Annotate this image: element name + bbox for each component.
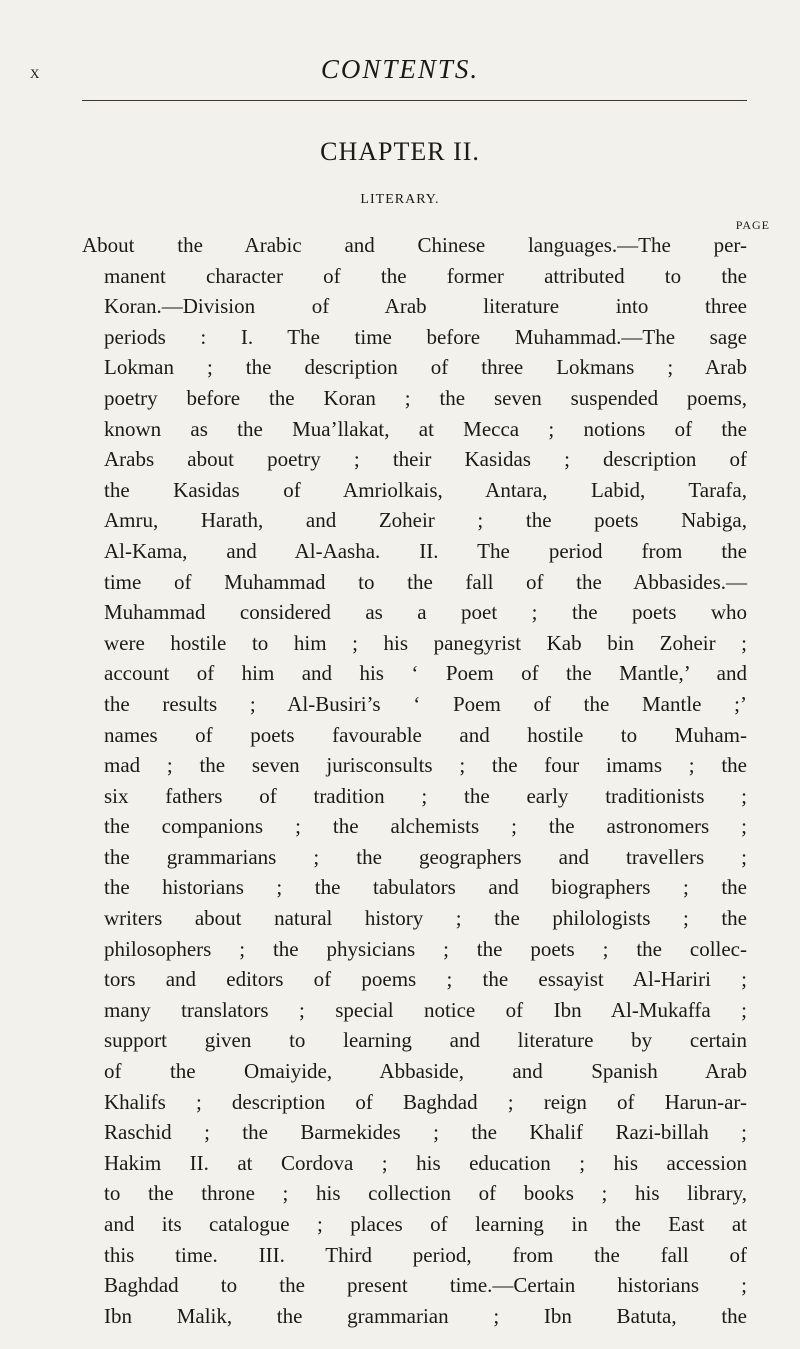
text-line: Raschid ; the Barmekides ; the Khalif Razi-billah ;	[104, 1120, 747, 1145]
text-line: known as the Mua’llakat, at Mecca ; notions of the	[104, 416, 747, 441]
text-line: names of poets favourable and hostile to Muham-	[104, 722, 747, 747]
text-line: Muhammad considered as a poet ; the poets who	[104, 600, 747, 625]
text-line: manent character of the former attributed to the	[104, 263, 747, 288]
text-line: of the Omaiyide, Abbaside, and Spanish Arab	[104, 1059, 747, 1084]
text-line: Baghdad to the present time.—Certain historians ;	[104, 1273, 747, 1298]
text-line: Ibn Malik, the grammarian ; Ibn Batuta, the	[104, 1303, 747, 1328]
text-line: Al-Kama, and Al-Aasha. II. The period from the	[104, 538, 747, 563]
page-column-label: PAGE	[735, 218, 770, 232]
text-line: poetry before the Koran ; the seven suspended poems,	[104, 385, 747, 410]
text-line: the Kasidas of Amriolkais, Antara, Labid, Tarafa,	[104, 477, 747, 502]
text-line: Lokman ; the description of three Lokmans ; Arab	[104, 355, 747, 380]
text-line: the grammarians ; the geographers and travellers ;	[104, 844, 747, 869]
text-line: Amru, Harath, and Zoheir ; the poets Nabiga,	[104, 508, 747, 533]
header-rule	[82, 100, 747, 101]
text-line: philosophers ; the physicians ; the poets ; the collec-	[104, 936, 747, 961]
text-line: account of him and his ‘ Poem of the Mantle,’ and	[104, 661, 747, 686]
text-line: time of Muhammad to the fall of the Abbasides.—	[104, 569, 747, 594]
section-title: LITERARY.	[360, 192, 440, 207]
text-line: the historians ; the tabulators and biographers ; the	[104, 875, 747, 900]
text-line: periods : I. The time before Muhammad.—The sage	[104, 324, 747, 349]
text-line: the results ; Al-Busiri’s ‘ Poem of the Mantle ;’	[104, 691, 747, 716]
text-line: Koran.—Division of Arab literature into three	[104, 294, 747, 319]
text-line: to the throne ; his collection of books ; his library,	[104, 1181, 747, 1206]
text-line: the companions ; the alchemists ; the astronomers ;	[104, 814, 747, 839]
text-line: and its catalogue ; places of learning in the East at	[104, 1212, 747, 1236]
text-line: were hostile to him ; his panegyrist Kab bin Zoheir ;	[104, 630, 747, 655]
text-line: writers about natural history ; the philologists ; the	[104, 906, 747, 931]
text-line: tors and editors of poems ; the essayist Al-Hariri ;	[104, 967, 747, 992]
text-line: many translators ; special notice of Ibn Al-Mukaffa ;	[104, 997, 747, 1022]
text-line: Khalifs ; description of Baghdad ; reign of Harun-ar-	[104, 1089, 747, 1114]
text-line: Hakim II. at Cordova ; his education ; his accession	[104, 1150, 747, 1175]
text-line: this time. III. Third period, from the fall of	[104, 1242, 747, 1267]
chapter-title: CHAPTER II.	[320, 137, 480, 166]
text-line: support given to learning and literature by certain	[104, 1028, 747, 1053]
page-number: X	[30, 66, 41, 81]
text-line: six fathers of tradition ; the early traditionists ;	[104, 783, 747, 808]
running-head-title: CONTENTS.	[320, 54, 480, 84]
text-line: About the Arabic and Chinese languages.—The per-	[82, 233, 747, 257]
contents-paragraph	[82, 230, 747, 1331]
text-line: Arabs about poetry ; their Kasidas ; description of	[104, 447, 747, 472]
text-line: mad ; the seven jurisconsults ; the four imams ; the	[104, 753, 747, 778]
